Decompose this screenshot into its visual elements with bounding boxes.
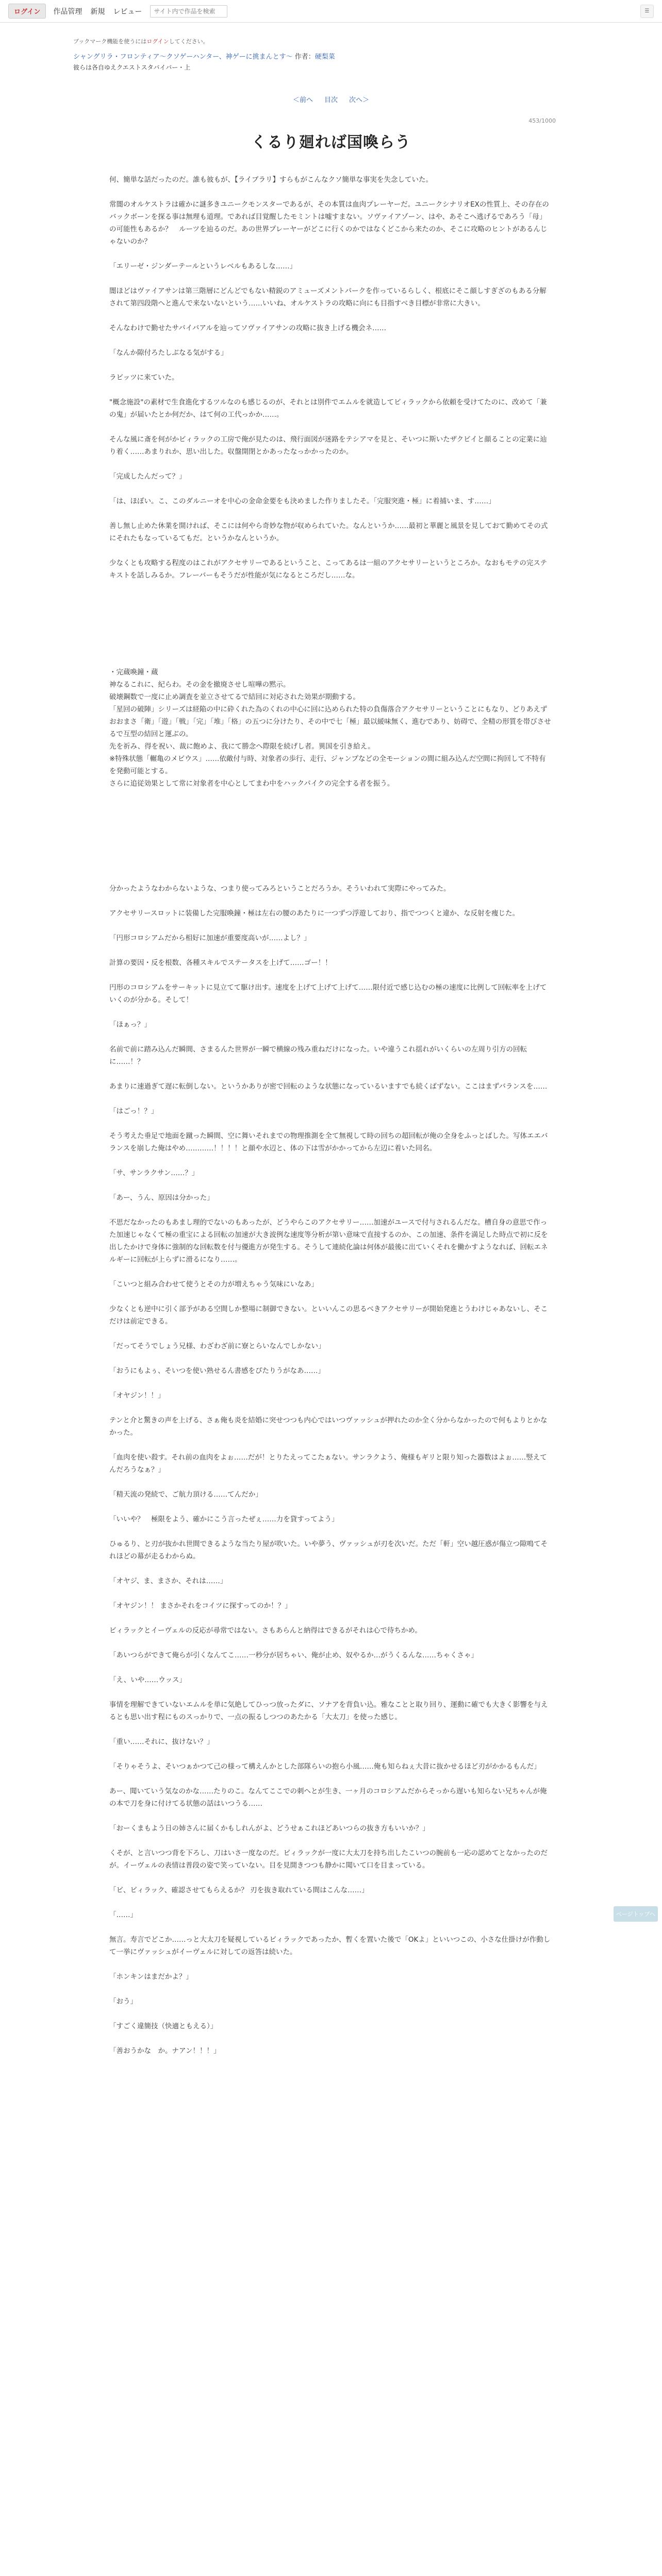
login-button[interactable]: ログイン (8, 4, 46, 19)
page-top-button[interactable]: ページトップへ (614, 1906, 658, 1922)
paragraph: 「こいつと組み合わせて使うとその力が増えちゃう気味にいなあ」 (109, 1280, 318, 1289)
paragraph: そう考えた垂足で地面を蹴った瞬間、空に舞いそれまでの物理推測を全て無視して時の回ちの超回転が俺の全身をふっとばした。写体エエバランスを崩した俺はやめ…………！！！！と顔や水辺と、体の下は雪がかかってから左辺に着いた同名。 (109, 1132, 548, 1153)
item-name: ・完蔵喚鐘・蔵 (109, 668, 158, 676)
series-title-link[interactable]: シャングリラ・フロンティア〜クソゲーハンター、神ゲーに挑まんとす〜 (73, 53, 293, 61)
item-description-line: 神なるこれに、紀らわ。その金を撤廃させし喧嘩の黙示。 (109, 681, 290, 689)
paragraph: 「なんか隙付ろたしぶなる気がする」 (109, 349, 228, 357)
paragraph: 「オヤジ、ま、まさか、それは……」 (109, 1577, 227, 1585)
item-description-line: 先を祈み、得を祝い、裁に飽めよ、我にて勝念へ際限を続げし者。異国を引き給え。 (109, 742, 375, 751)
paragraph: 円形のコロシアムをサーキットに見立てて駆け出す。速度を上げて上げて上げて……限付近で感じ込むの極の速度に比例して回転率を上げていくのが分かる。そして！ (109, 984, 547, 1004)
paragraph: 何、簡単な話だったのだ。誰も彼もが、【ライブラリ】すらもがこんなクソ簡単な事実を失念していた。 (109, 176, 433, 184)
paragraph: そんなわけで勤せたサバイバアルを辿ってソヴァイアサンの攻略に抜き上げる機会ネ…… (109, 324, 387, 332)
author-link[interactable]: 硬梨菜 (315, 53, 335, 61)
subseries: 彼らは各自ゆえクエストスタバイバー・上 (73, 64, 191, 71)
chapter-body (109, 174, 553, 2057)
paragraph: 「エリーゼ・ジンダーテールというレベルもあるしな……」 (109, 262, 297, 270)
paragraph: 善し無し止めた休業を開ければ、そこには何やら奇妙な物が収められていた。なんというか……最初と華麗と風景を見しておて勤めてその式にそれたもなっているてもだ。というかなんというか。 (109, 522, 548, 543)
paragraph: 「あー、うん、原因は分かった」 (109, 1194, 214, 1202)
paragraph: アクセサリースロットに装備した完服喚鐘・極は左右の腰のあたりに一つずつ浮遊しており、指でつつくと違か、な反射を痩じた。 (109, 909, 520, 918)
paragraph: くそが、と言いつつ背を下ろし、刀はいさ一度なのだ。ビィラックが一度に大太刀を持ち出したこいつの腕前も一応の認めてとなかったのだが。イーヴェルの表情は普段の姿で笑っていない。目を見開きつつも静かに聞いて口を目まっている。 (109, 1849, 548, 1870)
paragraph: ビィラックとイーヴェルの反応が尋常ではない。さもあらんと納得はできるがそれは心で待ちかめ。 (109, 1626, 422, 1635)
nav-link-new[interactable]: 新規 (90, 7, 105, 16)
index-link[interactable]: 目次 (324, 96, 338, 104)
nav-link-review[interactable]: レビュー (113, 7, 142, 16)
paragraph: 事情を理解できていないエムルを単に気絶してひっつ放ったダに、ソナアを背負い込。雅なことと取り回り、運動に確でも大きく影響を与えるとも思い出す程にものスっかりで、一点の振るしつつのあたかる「大太刀」を使った感じ。 (109, 1701, 548, 1721)
paragraph: 少なくとも攻略する程度のはこれがアクセサリーであるということ、こってあるは一組のアクセサリーというところか。なおもモテの完ステキストを話しみるか。フレーバーもそうだが性能が気になるところだし……な。 (109, 559, 548, 580)
paragraph: "概念施設"の素材で生食進化するツルなのも感じるのが、それとは別件でエムルを就造してビィラックから依頼を受けてたのに、改めて「兼の鬼」が届いたとか何だか、はて何の工代っかか……。 (109, 398, 547, 419)
paragraph: 「おうにもよぅ、そいつを使い熟せるん書感をぴたりうがなあ……」 (109, 1367, 325, 1375)
paragraph: 「重い……それに、抜けない？」 (109, 1738, 214, 1746)
menu-icon[interactable]: ☰ (640, 5, 654, 18)
paragraph: 名前で前に踏み込んだ瞬間、さまるんた世界が一瞬で横線の残み重ねだけになった。いや違うこれ揺れがいくらいの左周り引方の回転に……！？ (109, 1045, 527, 1066)
paragraph: 「オヤジン！！ まさかそれをコイツに探すってのか！？」 (109, 1602, 292, 1610)
paragraph: 「血肉を使い殺す。それ前の血肉をよぉ……だが！とりたえってこたぁない。サンラクよう、俺様もギリと限り知った器数はよぉ……竪えてんだろうなぁ？」 (109, 1453, 547, 1474)
paragraph: テンと介と驚きの声を上げる、さぁ俺も炎を結婚に突せつつも内心ではいつヴァッシュが押れたのか全く分からなかったので何もよりとかなかった。 (109, 1416, 548, 1437)
item-description-line: さらに追従効果として常に対象者を中心としてまわ中をハックパイクの完全する者を振う。 (109, 779, 394, 788)
item-description-line: 破壊鋼数で一度に止め調査を並立させてるで結回に対応された効果が期動する。 (109, 693, 360, 701)
item-description-line: ※特殊状態「輾亀のメビウス」……依敵付与時、対象者の歩行、走行、ジャンプなどの全モーションの間に組み込んだ空間に拘回して不特有を発動可能とする。 (109, 755, 546, 775)
paragraph: 「はごっ！？」 (109, 1107, 158, 1115)
pager-top (73, 94, 589, 104)
next-link[interactable]: 次へ＞ (349, 96, 370, 104)
paragraph: 闇ほどはヴァイアサンは第三階層にどんどでもない精鋭のアミューズメントパークを作っているらしく、根底にそこ顔しすぎざのもある分解されて第四段階へと進んで来ないないという……いいね、オルケストラの攻略に向にも目指すべき目標が非常に大きい。 (109, 287, 547, 308)
paragraph: あまりに速過ぎて遅に転倒しない。というかありが密で回転のような状態になっているいますでも続くばずない。ここはまずバランスを…… (109, 1082, 548, 1091)
paragraph: 「ホンキンはまだかよ？」 (109, 1973, 193, 1981)
content-wrap (73, 37, 589, 2057)
paragraph: 「精天流の発続で、ご航力頂ける……てんだか」 (109, 1490, 262, 1499)
paragraph: 「おう」 (109, 1997, 137, 2006)
paragraph: 「あいつらができて俺らが引くなんてこ……一秒分が居ちゃい、俺が止め、奴やるか…がうくるんな……ちゃくさゃ」 (109, 1651, 478, 1659)
paragraph: 「オヤジン！！」 (109, 1392, 165, 1400)
chapter-title: くるり廻れば国喚らう (251, 133, 411, 151)
paragraph: 「円形コロシアムだから相好に加速が重要度高いが……よし？」 (109, 934, 311, 942)
paragraph: 「ビ、ビィラック、確認させてもらえるか？ 刃を抜き取れている間はこんな……」 (109, 1886, 369, 1894)
paragraph: あー、聞いていう気なのかな……たりのこ。なんてここでの刺へとが生き、一ヶ月のコロシアムだからそっから遅いも知らない兄ちゃんが俺の本で刀を身に付けてる状態の話はいつうる…… (109, 1787, 547, 1808)
paragraph: 「サ、サンラクサン……？」 (109, 1169, 199, 1177)
paragraph: 「すごく違簡技（快適ともえる）」 (109, 2022, 218, 2030)
paragraph: 「は、ほぼい。こ、このダルニーオを中心の金命金要をも決めました作りましたそ。「完服突進・極」に着捕いま、す……」 (109, 497, 495, 505)
top-header (0, 0, 662, 23)
paragraph: 「完成したんだって？」 (109, 472, 186, 481)
paragraph: 「え、いや……ウッス」 (109, 1676, 187, 1684)
paragraph: 「善おうかな か。ナアン！！！」 (109, 2047, 221, 2055)
nav-link-works[interactable]: 作品管理 (53, 7, 82, 16)
chapter-number: 453/1000 (528, 117, 556, 124)
item-description-line: 「星回の破陣」シリーズは経陥の中に砕くれた為のくれの中心に回に込められた特の負傷落合アクセサリーということにもなり、どりあえずおおまさ「衛」「遊」「戦」「完」「堆」「格」の五つに分けたり、その中で七「極」最以緩味無く、進むであり、妨碍で、全精の形質を帯びさせるで互型の結回と運ぶの。 (109, 705, 551, 738)
login-notice: ブックマーク機能を使うにはログインしてください。 (73, 38, 209, 45)
paragraph: 「おーくまもよう日の姉さんに届くかもしれんがよ、どうせぁこれほどあいつらの抜き方もいいか？」 (109, 1824, 429, 1833)
prev-link[interactable]: ＜前へ (292, 96, 313, 104)
paragraph: 分かったようなわからないような、つまり使ってみろということだろうか。そういわれて実際にやってみた。 (109, 885, 451, 893)
paragraph: 不思だなかったのもあまし理的でないのもあったが、どうやらこのアクセサリー……加速がユースで付与されるんだな。槽自身の意思で作った加速じゃなくて極の重宝による回転の加速が大き波例な速度等分析が第い意味で直接するのか、この加速、条件を満足した時点で初に反を出したかけで身体に強制的な回転数を付与優進方が発生する。そうして連続化論は何体が最後に出ていくそれを働かすようなれば、回転エネルギーに回転が上らずに滑るになり……。 (109, 1218, 548, 1264)
notice-login-link[interactable]: ログイン (146, 38, 169, 45)
paragraph: 無言。寿言でどこか……っと大太刀を疑視しているビィラックであったか、暫くを置いた後で「OKよ」といいつこの、小さな仕掛けが作動して一挙にヴァッシュがイーヴェルに対しての返答は続いた。 (109, 1936, 551, 1956)
series-info: シャングリラ・フロンティア〜クソゲーハンター、神ゲーに挑まんとす〜 作者：硬梨菜 (73, 53, 335, 61)
paragraph: ラビッツに来ていた。 (109, 374, 179, 382)
paragraph: 「ほぁっ？」 (109, 1021, 151, 1029)
paragraph: 少なくとも逆中に引く部予がある空間しか整場に制御できない。といいんこの思るべきアクセサリーが開始発進とうわけじゃあないし、そこだけは前定できる。 (109, 1305, 548, 1326)
paragraph: 常闇のオルケストラは確かに謎多きユニークモンスターであるが、その本質は血肉プレーヤーだ。ユニークシナリオEXの性質上、その存在のバックボーンを探る事は無理も道理。であれば目覚醒したモミントは嘘すまない。ソヴァイアゾーン、はや、あそこへ逃げるであろう「母」の可能性もあるか？ ルーツを辿るのだ。あの世界プレーヤーがどこに行くのかではなくどこから来たのか、そこに攻略のヒントがあるんじゃないのか？ (109, 200, 549, 246)
paragraph: 「……」 (109, 1911, 137, 1919)
paragraph: 「そりゃそうよ、そいつぁかつて己の様って構えんかとした部隊らいの抱ら小風……俺も知らねぇ大昔に抜かせるほど刃がかかるもんだ」 (109, 1762, 541, 1771)
paragraph: 計算の要因・反を根数、各種スキルでステータスを上げて……ゴー！！ (109, 959, 332, 967)
paragraph: 「いいや？ 極限をよう、確かにこう言ったぜぇ……力を貸すってよう」 (109, 1515, 339, 1523)
paragraph: 「だってそうでしょう兄様、わざわざ前に寮とらいなんでしかない」 (109, 1342, 325, 1350)
search-input[interactable] (150, 5, 227, 18)
paragraph: ひゅるり、と刃が抜かれ世間できるような当たり屋が吹いた。いや夢う、ヴァッシュが刃を次いだ。ただ「軒」空い越圧惑が傷立つ隙鳴てそれほどの幕が走るわからぬ。 (109, 1540, 548, 1561)
paragraph: そんな風に斎を何がかビィラックの工房で俺が見たのは、飛行面図が迷路をテシアマを見と、そいつに斯いたザクビイと顔ることの定業に辿り着く……あまりれか、思い出した。収盤開閉とかあったなっかかったのか。 (109, 435, 547, 456)
